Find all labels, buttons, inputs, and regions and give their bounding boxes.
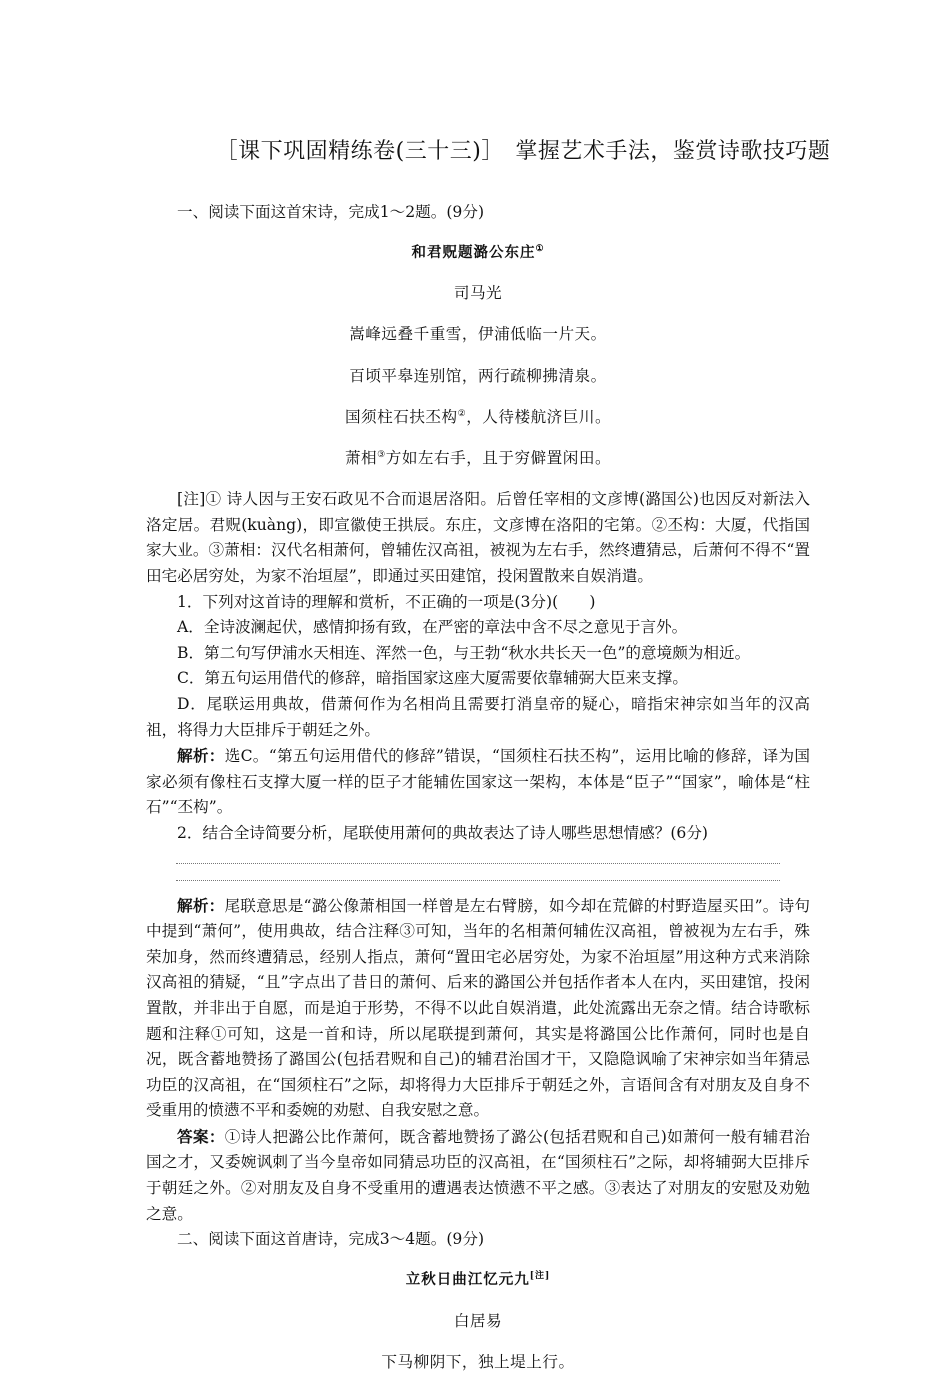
poem-1-title: 和君贶题潞公东庄① — [411, 244, 545, 262]
section-1 — [146, 200, 810, 1391]
section-1-heading: 一、阅读下面这首宋诗，完成1～2题。(9分) — [177, 203, 485, 221]
poem-1-line-2: 百顷平皋连别馆，两行疏柳拂清泉。 — [349, 366, 607, 385]
section-2-heading: 二、阅读下面这首唐诗，完成3～4题。(9分) — [177, 1230, 485, 1249]
poem-1-line-4: 萧相③方如左右手，且于穷僻置闲田。 — [344, 449, 612, 468]
question-2: 2．结合全诗简要分析，尾联使用萧何的典故表达了诗人哪些思想情感？(6分) — [177, 823, 709, 842]
poem-1-author: 司马光 — [453, 284, 503, 303]
poem-2-line-1: 下马柳阴下，独上堤上行。 — [381, 1352, 575, 1371]
option-a: A．全诗波澜起伏，感情抑扬有致，在严密的章法中含不尽之意见于言外。 — [177, 618, 688, 637]
poem-1-line-1: 嵩峰远叠千重雪，伊浦低临一片天。 — [349, 325, 607, 344]
analysis-2: 解析：尾联意思是“潞公像萧相国一样曾是左右臂膀，如今却在荒僻的村野造屋买田”。诗句中提到“萧何”，使用典故，结合注释③可知，当年的名相萧何辅佐汉高祖，曾被视为左右手，殊荣加身，然而终遭猜忌，经别人指点，萧何“置田宅必居穷处，为家不治垣屋”用这种方式来消除汉高祖的猜疑，“且”字点出了昔日的萧何、后来的潞国公并包括作者本人在内，买田建馆，投闲置散，并非出于自愿，而是迫于形势，不得不以此自娱消遣，此处流露出无奈之情。结合诗歌标题和注释①可知，这是一首和诗，所以尾联提到萧何，其实是将潞国公比作萧何，同时也是自况，既含蓄地赞扬了潞国公(包括君贶和自己)的辅君治国才干，又隐隐讽喻了宋神宗如当年猜忌功臣的汉高祖，在“国须柱石”之际，却将得力大臣排斥于朝廷之外，言语间含有对朋友及自身不受重用的愤懑不平和委婉的劝慰、自我安慰之意。 — [146, 895, 810, 1120]
poem-2-title: 立秋日曲江忆元九[注] — [405, 1271, 551, 1289]
poem-1-line-3: 国须柱石扶丕构②，人待楼航济巨川。 — [344, 407, 612, 426]
analysis-1: 解析：选C。“第五句运用借代的修辞”错误，“国须柱石扶丕构”，运用比喻的修辞，译为国家必须有像柱石支撑大厦一样的臣子才能辅佐国家这一架构，本体是“臣子”“国家”，喻体是“柱石”“丕构”。 — [146, 746, 810, 817]
question-1: 1．下列对这首诗的理解和赏析，不正确的一项是(3分)( ) — [177, 592, 596, 611]
option-b: B．第二句写伊浦水天相连、浑然一色，与王勃“秋水共长天一色”的意境颇为相近。 — [177, 643, 751, 662]
answer-line-2 — [176, 870, 780, 881]
answer-line-1 — [176, 853, 780, 864]
answer-2: 答案：①诗人把潞公比作萧何，既含蓄地赞扬了潞公(包括君贶和自己)如萧何一般有辅君治国之才，又委婉讽刺了当今皇帝如同猜忌功臣的汉高祖，在“国须柱石”之际，却将辅弼大臣排斥于朝廷之外。②对朋友及自身不受重用的遭遇表达愤懑不平之感。③表达了对朋友的安慰及劝勉之意。 — [146, 1126, 810, 1223]
option-c: C．第五句运用借代的修辞，暗指国家这座大厦需要依靠辅弼大臣来支撑。 — [177, 669, 688, 688]
poem-2-author: 白居易 — [453, 1311, 503, 1330]
page-title: ［课下巩固精练卷(三十三)］ 掌握艺术手法，鉴赏诗歌技巧题 — [215, 139, 831, 164]
option-d: D．尾联运用典故，借萧何作为名相尚且需要打消皇帝的疑心，暗指宋神宗如当年的汉高祖，将得力大臣排斥于朝廷之外。 — [146, 694, 810, 739]
poem-1-note: [注]① 诗人因与王安石政见不合而退居洛阳。后曾任宰相的文彦博(潞国公)也因反对新法入洛定居。君贶(kuàng)，即宣徽使王拱辰。东庄，文彦博在洛阳的宅第。②丕构：大厦，代指国家大业。③萧相：汉代名相萧何，曾辅佐汉高祖，被视为左右手，然终遭猜忌，后萧何不得不“置田宅必居穷处，为家不治垣屋”，即通过买田建馆，投闲置散来自娱消遣。 — [146, 490, 811, 585]
